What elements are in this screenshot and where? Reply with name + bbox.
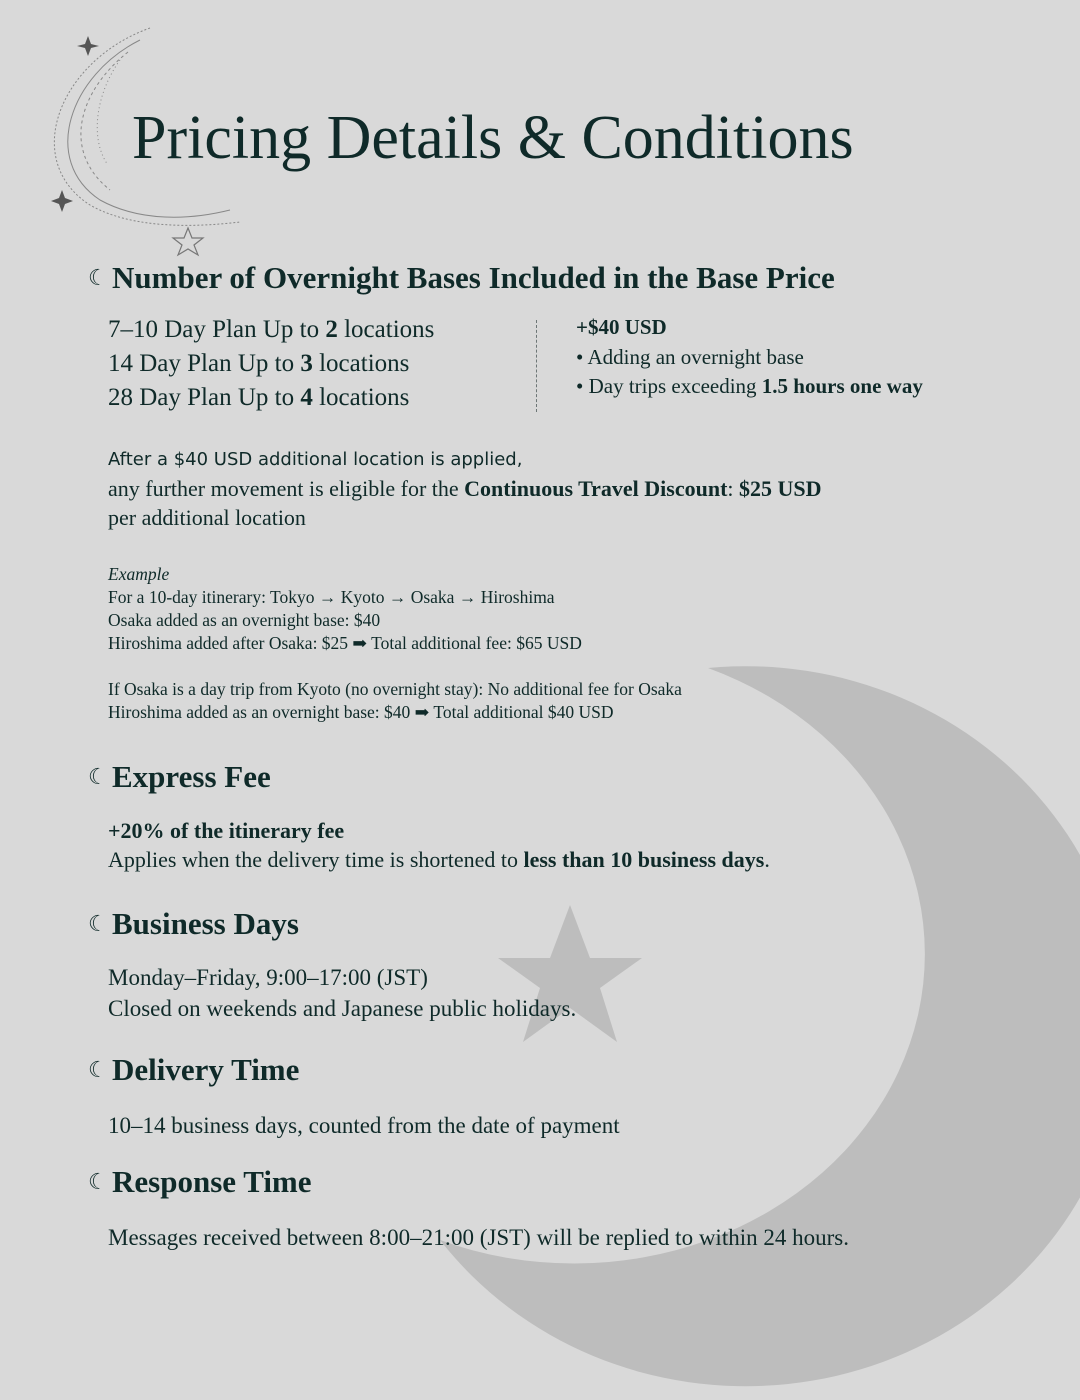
example-block-2 [108,678,682,724]
plan-item: 7–10 Day Plan Up to 2 locations [108,316,435,343]
crescent-moon-icon: ☾ [88,764,108,789]
example-label: Example [108,564,170,584]
plan-list [108,313,434,415]
crescent-moon-icon: ☾ [88,911,108,936]
page-title: Pricing Details & Conditions [132,104,854,172]
crescent-moon-icon: ☾ [88,1169,108,1194]
after-line-1: After a $40 USD additional location is applied, [108,449,523,470]
business-body [108,962,576,1024]
delivery-line-1: 10–14 business days, counted from the date of payment [108,1113,620,1138]
example-line: For a 10-day itinerary: Tokyo → Kyoto → Osaka → Hiroshima [108,587,555,607]
vertical-divider [536,320,537,412]
express-body [108,816,770,874]
example-line: Hiroshima added after Osaka: $25 ➡ Total additional fee: $65 USD [108,633,582,653]
crescent-moon-icon: ☾ [88,1057,108,1082]
plan-item: 28 Day Plan Up to 4 locations [108,384,410,411]
section-heading-overnight [88,258,835,298]
section-heading-business [88,904,299,944]
express-desc: Applies when the delivery time is shortened to less than 10 business days. [108,847,770,872]
extra-item: • Day trips exceeding 1.5 hours one way [576,374,923,398]
extra-fee-box [576,313,923,402]
after-line-3: per additional location [108,505,306,530]
overnight-heading-text: Number of Overnight Bases Included in the Base Price [112,260,835,295]
example-line: Hiroshima added as an overnight base: $40 ➡ Total additional $40 USD [108,702,614,722]
sparkle-icons [51,36,99,212]
plan-item: 14 Day Plan Up to 3 locations [108,350,410,377]
example-line: Osaka added as an overnight base: $40 [108,610,381,630]
section-heading-express [88,757,271,797]
extra-item: • Adding an overnight base [576,344,804,369]
after-line-2: any further movement is eligible for the Continuous Travel Discount: $25 USD [108,476,822,501]
express-price: +20% of the itinerary fee [108,818,345,843]
delivery-heading-text: Delivery Time [112,1052,300,1087]
business-line-2: Closed on weekends and Japanese public holidays. [108,996,577,1021]
response-heading-text: Response Time [112,1164,312,1199]
express-heading-text: Express Fee [112,759,271,794]
section-heading-response [88,1162,312,1202]
example-block [108,563,582,655]
business-heading-text: Business Days [112,906,299,941]
extra-price: +$40 USD [576,315,667,339]
response-body [108,1222,849,1253]
example-line: If Osaka is a day trip from Kyoto (no overnight stay): No additional fee for Osaka [108,679,682,699]
outline-star-icon [173,228,203,255]
section-heading-delivery [88,1050,300,1090]
crescent-moon-icon: ☾ [88,265,108,290]
response-line-1: Messages received between 8:00–21:00 (JST) will be replied to within 24 hours. [108,1225,849,1250]
delivery-body [108,1110,620,1141]
business-line-1: Monday–Friday, 9:00–17:00 (JST) [108,965,428,990]
continuous-discount-text [108,446,822,532]
